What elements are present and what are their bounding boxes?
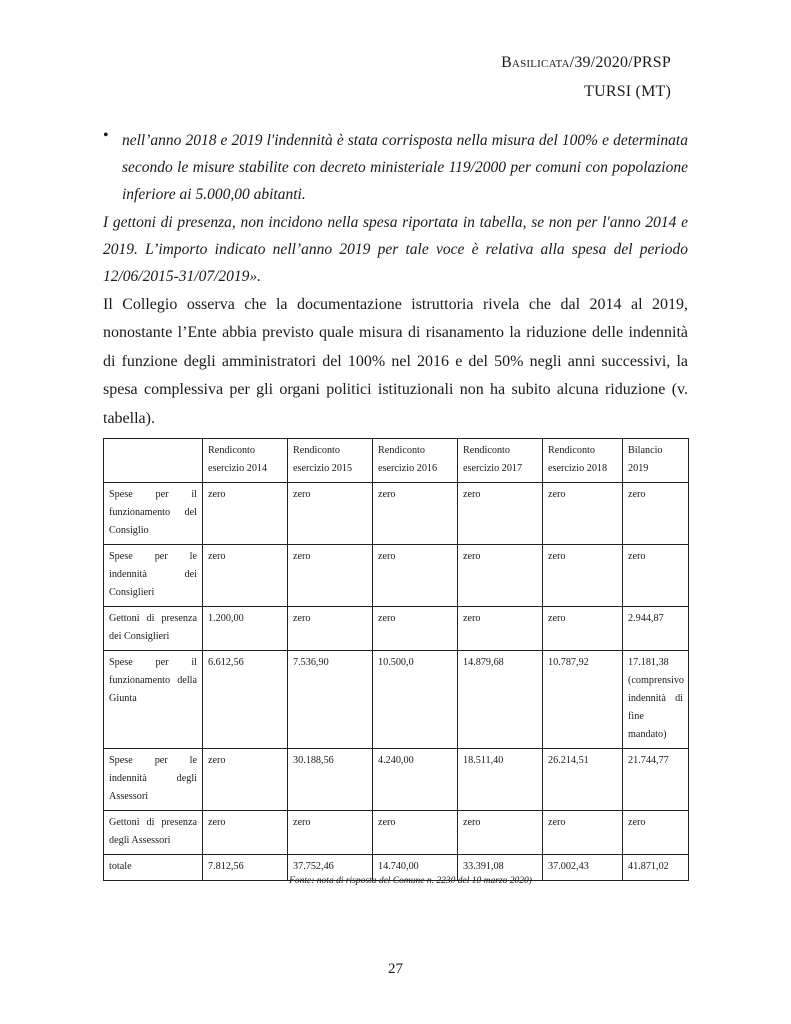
table-cell: 14.879,68 (458, 651, 543, 749)
table-cell: zero (203, 483, 288, 545)
table-cell: zero (458, 483, 543, 545)
table-row (104, 811, 689, 855)
table-cell: zero (373, 545, 458, 607)
table-header-cell: Bilancio 2019 (623, 439, 689, 483)
table-cell: 14.740,00 (373, 855, 458, 881)
row-label: Spese per il funzionamento della Giunta (104, 651, 203, 749)
row-label: Spese per il funzionamento del Consiglio (104, 483, 203, 545)
table-cell: zero (203, 749, 288, 811)
table-cell: zero (288, 545, 373, 607)
table-cell: 2.944,87 (623, 607, 689, 651)
table-cell: zero (203, 811, 288, 855)
table-cell: 37.752,46 (288, 855, 373, 881)
table-cell: zero (543, 483, 623, 545)
header-case-code: /39/2020/PRSP (569, 54, 671, 71)
body-paragraph: Il Collegio osserva che la documentazione istruttoria rivela che dal 2014 al 2019, nonostante l’Ente abbia previsto quale misura di risanamento la riduzione delle indennità di funzione degli amministratori del 100% nel 2016 e del 50% negli anni successivi, la spesa complessiva per gli organi politici istituzionali non ha subito alcuna riduzione (v. tabella). (103, 296, 688, 427)
row-label: Gettoni di presenza degli Assessori (104, 811, 203, 855)
bullet-text: nell’anno 2018 e 2019 l'indennità è stata corrisposta nella misura del 100% e determinata secondo le misure stabilite con decreto ministeriale 119/2000 per comuni con popolazione inferiore ai 5.000,00 abitanti. (122, 132, 688, 203)
table-cell: zero (458, 811, 543, 855)
table-cell: zero (373, 483, 458, 545)
table-header-row (104, 439, 689, 483)
table-cell: 7.536,90 (288, 651, 373, 749)
cell-note: (comprensivo indennità di fine mandato) (628, 675, 685, 740)
table-cell: 10.787,92 (543, 651, 623, 749)
table-cell: 26.214,51 (543, 749, 623, 811)
table-cell: 41.871,02 (623, 855, 689, 881)
table-header-cell (104, 439, 203, 483)
table-cell: 33.391,08 (458, 855, 543, 881)
table-source-note: Fonte: nota di risposta del Comune n. 2230 del 10 marzo 2020) (289, 876, 532, 886)
table-cell: zero (373, 811, 458, 855)
expense-table (103, 438, 689, 881)
page-number: 27 (388, 961, 403, 977)
table-row (104, 607, 689, 651)
table-cell: zero (623, 811, 689, 855)
table-cell: zero (543, 607, 623, 651)
table-cell: 7.812,56 (203, 855, 288, 881)
table-cell: 10.500,0 (373, 651, 458, 749)
table-cell: zero (623, 483, 689, 545)
row-label: Gettoni di presenza dei Consiglieri (104, 607, 203, 651)
header-region: Basilicata (501, 54, 570, 71)
table-cell: zero (288, 811, 373, 855)
table-header-cell: Rendiconto esercizio 2018 (543, 439, 623, 483)
table-cell: 37.002,43 (543, 855, 623, 881)
bullet-item (103, 127, 688, 208)
table-cell: 18.511,40 (458, 749, 543, 811)
table-cell-with-note (623, 651, 689, 749)
table-cell: zero (543, 545, 623, 607)
table-row (104, 749, 689, 811)
italic-paragraph: I gettoni di presenza, non incidono nella spesa riportata in tabella, se non per l'anno 2014 e 2019. L’importo indicato nell’anno 2019 per tale voce è relativa alla spesa del periodo 12/06/2015-31/07/2019». (103, 214, 688, 285)
table-cell: 6.612,56 (203, 651, 288, 749)
table-header-cell: Rendiconto esercizio 2014 (203, 439, 288, 483)
table-cell: zero (458, 607, 543, 651)
row-label: Spese per le indennità degli Assessori (104, 749, 203, 811)
table-row (104, 651, 689, 749)
bullet-icon: • (103, 127, 109, 144)
table-cell: zero (623, 545, 689, 607)
cell-value: 17.181,38 (628, 657, 669, 668)
table-row (104, 483, 689, 545)
table-cell: 4.240,00 (373, 749, 458, 811)
table-cell: zero (373, 607, 458, 651)
table-cell: zero (203, 545, 288, 607)
header-municipality: TURSI (MT) (584, 83, 671, 100)
table-header-cell: Rendiconto esercizio 2016 (373, 439, 458, 483)
table-header-cell: Rendiconto esercizio 2017 (458, 439, 543, 483)
table-header-cell: Rendiconto esercizio 2015 (288, 439, 373, 483)
table-row (104, 545, 689, 607)
header-case-number (501, 54, 671, 72)
row-label: totale (104, 855, 203, 881)
table-cell: 1.200,00 (203, 607, 288, 651)
row-label: Spese per le indennità dei Consiglieri (104, 545, 203, 607)
table-cell: zero (458, 545, 543, 607)
table-cell: zero (288, 607, 373, 651)
table-cell: zero (543, 811, 623, 855)
table-cell: zero (288, 483, 373, 545)
table-cell: 21.744,77 (623, 749, 689, 811)
table-cell: 30.188,56 (288, 749, 373, 811)
